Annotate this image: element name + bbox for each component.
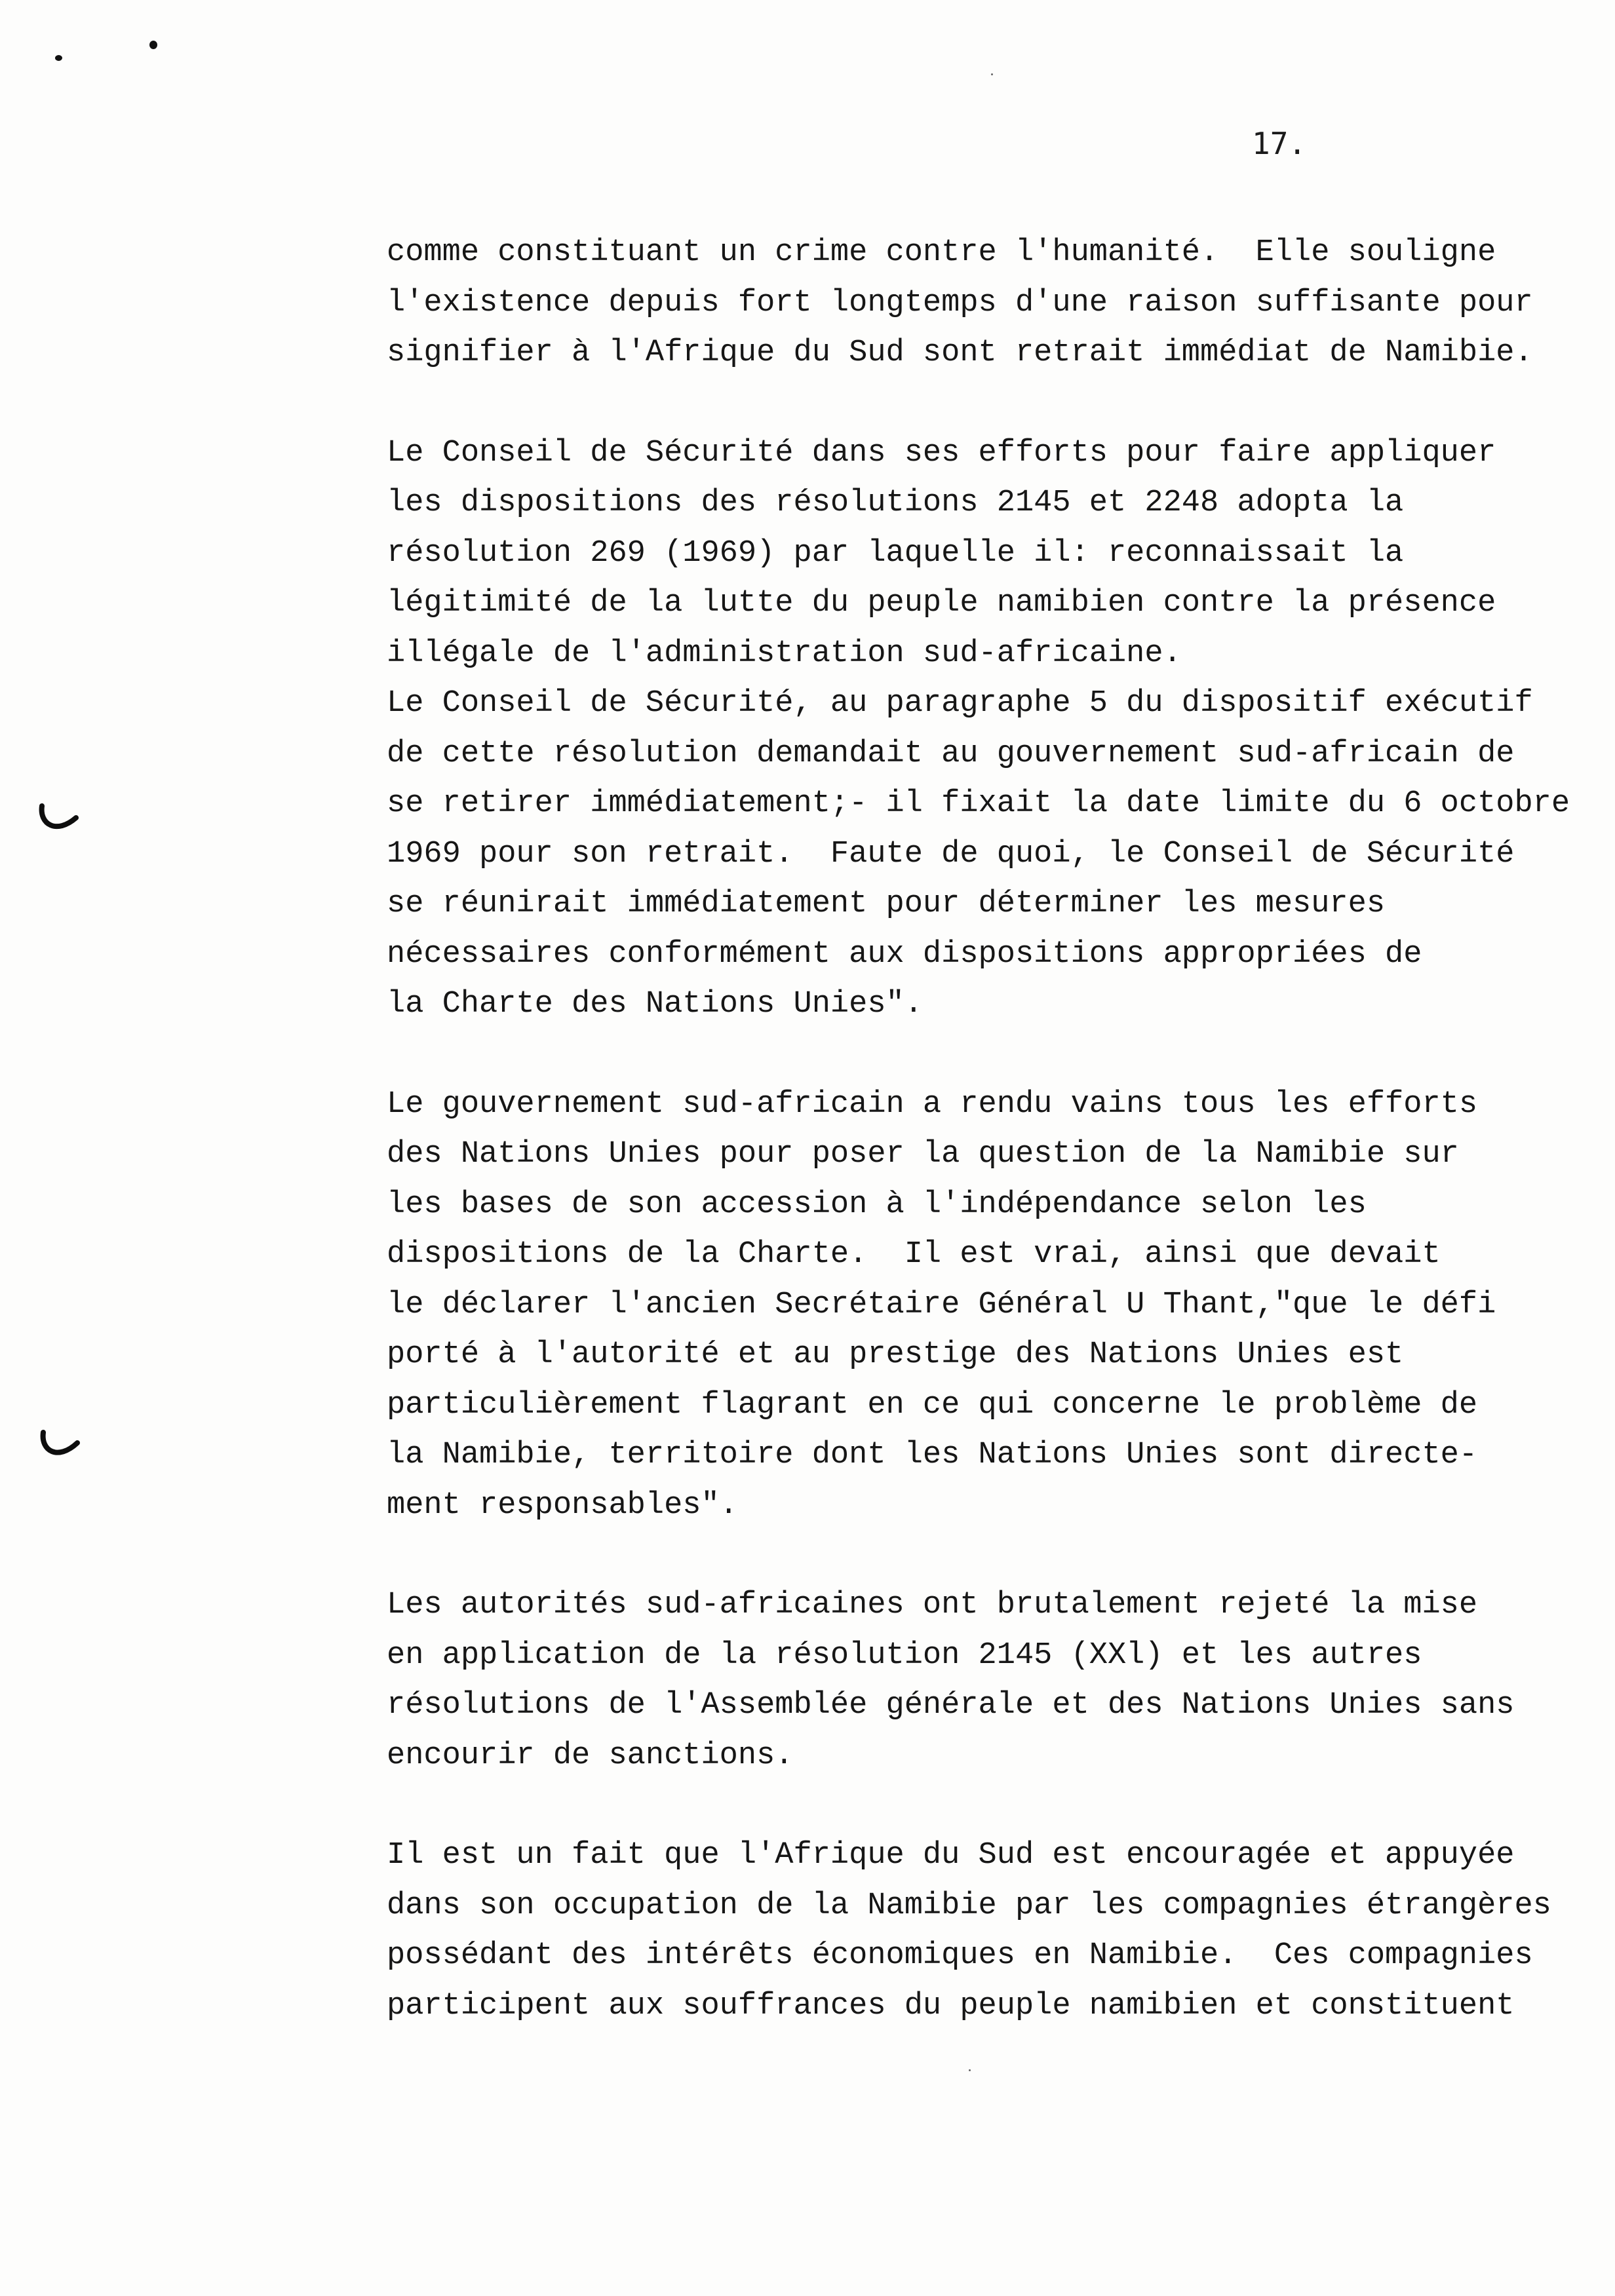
scan-speck	[991, 73, 993, 75]
text-line: Le Conseil de Sécurité dans ses efforts pour faire appliquer	[387, 435, 1496, 470]
text-line: dans son occupation de la Namibie par les compagnies étrangères	[387, 1888, 1551, 1923]
paragraph	[387, 1831, 1551, 2031]
scan-speck	[969, 2069, 971, 2071]
document-body	[387, 228, 1570, 2031]
paragraph	[387, 1080, 1540, 1531]
text-line: des Nations Unies pour poser la question de la Namibie sur	[387, 1137, 1459, 1172]
paragraph	[387, 429, 1570, 1030]
punch-hole-mark	[38, 1426, 80, 1468]
text-line: légitimité de la lutte du peuple namibien contre la présence	[387, 586, 1496, 621]
text-line: 1969 pour son retrait. Faute de quoi, le Conseil de Sécurité	[387, 836, 1515, 871]
text-line: nécessaires conformément aux dispositions appropriées de	[387, 936, 1422, 972]
text-line: particulièrement flagrant en ce qui concerne le problème de	[387, 1387, 1478, 1423]
text-line: résolutions de l'Assemblée générale et des Nations Unies sans	[387, 1688, 1515, 1723]
text-line: résolution 269 (1969) par laquelle il: reconnaissait la	[387, 535, 1404, 571]
text-line: Le Conseil de Sécurité, au paragraphe 5 du dispositif exécutif	[387, 686, 1533, 721]
text-line: la Namibie, territoire dont les Nations Unies sont directe-	[387, 1438, 1478, 1472]
text-line: encourir de sanctions.	[387, 1738, 794, 1773]
scan-speck	[55, 55, 62, 61]
text-line: Les autorités sud-africaines ont brutalement rejeté la mise	[387, 1588, 1478, 1622]
text-line: se réunirait immédiatement pour déterminer les mesures	[387, 887, 1386, 921]
text-line: ment responsables".	[387, 1487, 738, 1523]
text-line: en application de la résolution 2145 (XXl) et les autres	[387, 1637, 1422, 1673]
punch-hole-mark	[37, 798, 79, 840]
text-line: de cette résolution demandait au gouvernement sud-africain de	[387, 736, 1515, 771]
text-line: la Charte des Nations Unies".	[387, 987, 923, 1022]
text-line: Le gouvernement sud-africain a rendu vains tous les efforts	[387, 1086, 1478, 1122]
page-number: 17.	[1252, 126, 1307, 161]
text-line: comme constituant un crime contre l'humanité. Elle souligne	[387, 235, 1496, 270]
text-line: les bases de son accession à l'indépendance selon les	[387, 1187, 1367, 1222]
text-line: porté à l'autorité et au prestige des Nations Unies est	[387, 1337, 1404, 1372]
text-line: signifier à l'Afrique du Sud sont retrait immédiat de Namibie.	[387, 335, 1533, 370]
text-line: Il est un fait que l'Afrique du Sud est encouragée et appuyée	[387, 1838, 1515, 1873]
text-line: le déclarer l'ancien Secrétaire Général U Thant,"que le défi	[387, 1287, 1496, 1322]
text-line: participent aux souffrances du peuple namibien et constituent	[387, 1988, 1515, 2023]
text-line: se retirer immédiatement;- il fixait la date limite du 6 octobre	[387, 786, 1570, 821]
paragraph	[387, 1580, 1540, 1781]
text-line: les dispositions des résolutions 2145 et 2248 adopta la	[387, 486, 1404, 520]
text-line: dispositions de la Charte. Il est vrai, ainsi que devait	[387, 1237, 1441, 1272]
text-line: possédant des intérêts économiques en Namibie. Ces compagnies	[387, 1938, 1533, 1973]
text-line: l'existence depuis fort longtemps d'une raison suffisante pour	[387, 285, 1533, 320]
scan-speck	[149, 41, 157, 49]
paragraph	[387, 228, 1540, 379]
text-line: illégale de l'administration sud-africaine.	[387, 636, 1182, 671]
